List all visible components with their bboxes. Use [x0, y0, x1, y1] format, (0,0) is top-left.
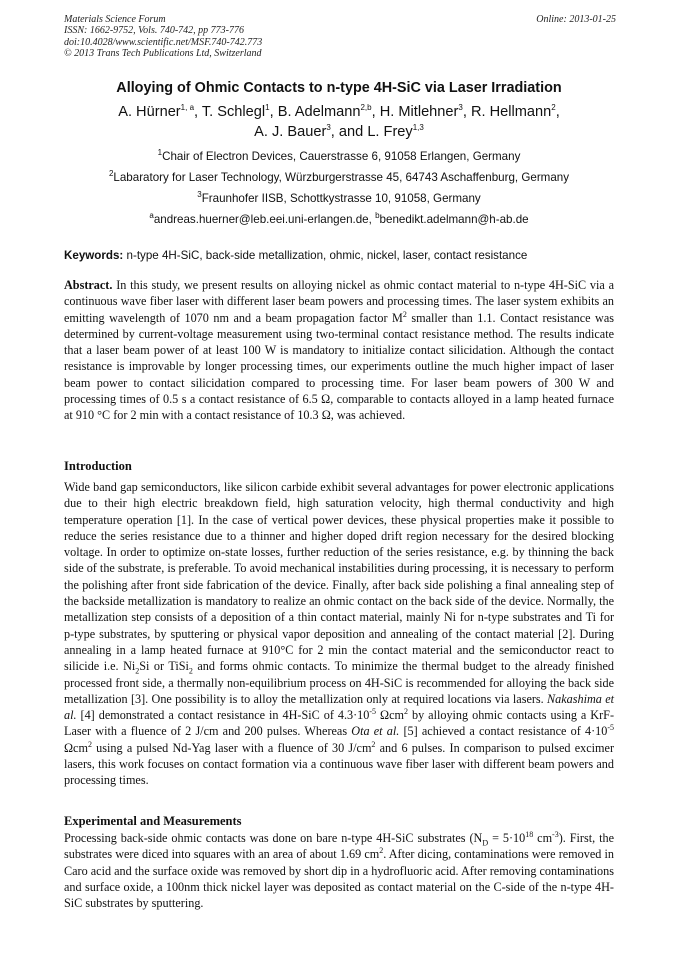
- intro-sup-2: 2: [404, 707, 408, 717]
- affiliation-2: [0, 171, 678, 184]
- intro-text-2: Si or TiSi: [139, 659, 189, 674]
- author-2: T. Schlegl: [201, 104, 266, 120]
- abstract-text-1: In this study, we present results on alloying nickel as ohmic contact material to n-type 4H-SiC via a continuous wave fiber laser with different laser beam powers and processing times. The laser system exhibits an emitting wavelength of 1070 nm and a beam propagation factor M: [64, 278, 615, 325]
- abstract-paragraph: [64, 277, 614, 424]
- journal-name: Materials Science Forum: [64, 14, 166, 25]
- intro-text-8: Ωcm: [64, 740, 88, 755]
- email-a: andreas.huerner@leb.eei.uni-erlangen.de,: [153, 213, 372, 226]
- affiliation-2-num: 2: [108, 169, 114, 179]
- affiliation-1-text: Chair of Electron Devices, Cauerstrasse 6, 91058 Erlangen, Germany: [162, 150, 521, 163]
- intro-sup-1: -5: [369, 707, 377, 717]
- intro-sup-4: 2: [87, 739, 92, 749]
- email-line: [0, 213, 678, 226]
- author-list: A. Hürner$^{1, a}$, T. Schlegl$^1$, B. Adelmann$^{2,b}$, H. Mitlehner$^3$, R. Hellmann$^2$, A. J. Bauer$^3$, and L. Frey$^{1,3}$: [118, 103, 560, 140]
- exp-sup-18: 18: [525, 829, 534, 839]
- intro-text-1: Wide band gap semiconductors, like silicon carbide exhibit several advantages for power electronic applications due to their high electric breakdown field, high saturation velocity, high thermal conductivity and high temperature operation [1]. In the case of vertical power devices, these physical properties make it possible to reduce the series resistance due to a thinner and higher doped drift region necessary for the desired blocking voltage. In order to optimize on-state losses, further reduction of the series resistance, e.g. by thinning the back side of the substrate, is preferable. To avoid mechanical instabilities during processing, it is necessary to perform the polishing after front side fabrication of the device. Finally, after back side polishing a final annealing step of the backside metallization is mandatory to realize an ohmic contact on the back side of the device. Normally, the metallization step consists of a deposition of a thin contact material, mainly Ni for n-type substrates and Ti for p-type substrates, by sputtering or physical vapor deposition and annealing of the contact material [2]. During annealing in a lamp heated furnace at 910°C for 2 min the contact material and the semiconductor react to silicide i.e. Ni: [64, 480, 614, 674]
- exp-text-5: . After dicing, contaminations were removed in Caro acid and the surface oxide was removed by short dip in a hydrofluoric acid. After removing contaminations and surface oxide, a 100nm thick nickel layer was deposited as contact material on the C-side of the n-type 4H-SiC substrates by sputtering.: [64, 847, 614, 911]
- keywords-text: n-type 4H-SiC, back-side metallization, ohmic, nickel, laser, contact resistance: [126, 249, 528, 262]
- intro-text-9: using a pulsed Nd-Yag laser with a fluence of 30 J/cm: [91, 740, 372, 755]
- affiliation-1-num: 1: [157, 148, 163, 158]
- intro-text-4: [4] demonstrated a contact resistance in 4H-SiC of 4.3·10: [76, 708, 370, 723]
- exp-sub-d: D: [482, 838, 489, 848]
- email-b: benedikt.adelmann@h-ab.de: [379, 213, 529, 226]
- intro-text-6: by alloying ohmic contacts using a KrF-Laser with a fluence of 2 J/cm and 200 pulses. Whereas: [64, 708, 615, 739]
- email-b-mark: b: [375, 211, 380, 221]
- author-4: H. Mitlehner: [379, 104, 459, 120]
- affiliation-3: [0, 192, 678, 205]
- intro-text-7: [5] achieved a contact resistance of 4·10: [399, 724, 608, 739]
- author-5-affil: 2: [551, 103, 556, 113]
- email-a-mark: a: [149, 211, 154, 221]
- author-3-affil: 2,b: [360, 103, 372, 113]
- journal-header: [64, 14, 616, 59]
- author-7: L. Frey: [367, 124, 413, 140]
- exp-text-3: cm: [533, 831, 553, 845]
- exp-text-1: Processing back-side ohmic contacts was done on bare n-type 4H-SiC substrates (N: [64, 831, 483, 845]
- doi-line: doi:10.4028/www.scientific.net/MSF.740-742.773: [64, 36, 263, 48]
- intro-text-10: and 6 pulses. In comparison to pulsed excimer lasers, this work focuses on contact formation via a continuous wave fiber laser with different beam powers and processing times.: [64, 740, 614, 788]
- author-3: B. Adelmann: [277, 104, 361, 120]
- author-6-affil: 3: [326, 123, 331, 133]
- keywords-line: [64, 249, 624, 262]
- experimental-heading: Experimental and Measurements: [64, 814, 242, 828]
- online-date: Online: 2013-01-25: [536, 14, 616, 25]
- intro-sup-5: 2: [371, 739, 376, 749]
- paper-title: Alloying of Ohmic Contacts to n-type 4H-SiC via Laser Irradiation: [116, 80, 562, 96]
- intro-citation-ota: Ota et al.: [351, 724, 400, 739]
- author-1-affil: 1, a: [180, 103, 195, 113]
- author-1: A. Hürner: [118, 104, 181, 120]
- intro-citation-nakashima: Nakashima et al.: [64, 691, 615, 723]
- intro-sub-2: 2: [188, 666, 193, 676]
- introduction-heading: Introduction: [64, 459, 132, 473]
- affiliation-2-text: Labaratory for Laser Technology, Würzburgerstrasse 45, 64743 Aschaffenburg, Germany: [113, 171, 570, 184]
- exp-text-4: ). First, the substrates were diced into squares with an area of about 1.69 cm: [64, 831, 614, 862]
- experimental-paragraph: [64, 830, 614, 911]
- intro-sub-1: 2: [135, 666, 140, 676]
- abstract-m2-sup: 2: [402, 309, 407, 319]
- affiliation-3-text: Fraunhofer IISB, Schottkystrasse 10, 91058, Germany: [201, 192, 481, 205]
- issn-line: ISSN: 1662-9752, Vols. 740-742, pp 773-776: [64, 25, 244, 37]
- author-6: A. J. Bauer: [254, 124, 327, 140]
- author-2-affil: 1: [265, 103, 270, 113]
- affiliation-3-num: 3: [197, 190, 202, 200]
- intro-text-3: and forms ohmic contacts. To minimize the thermal budget to the already finished processed front side, a thermally non-equilibrium process on 4H-SiC is recommended for alloying the back side metallization [3]. One possibility is to alloy the metallization only at required locations via lasers.: [64, 659, 614, 706]
- abstract-label: Abstract.: [64, 278, 113, 292]
- intro-text-5: Ωcm: [376, 708, 404, 723]
- author-and: and: [338, 124, 364, 140]
- intro-sup-3: -5: [607, 723, 615, 733]
- keywords-label: Keywords:: [64, 249, 124, 262]
- abstract-text-2: smaller than 1.1. Contact resistance was determined by current-voltage measurement using two-terminal contact resistance method. The results indicate that a laser beam power of at least 100 W is mandatory to initialize contact silicidation. Although the contact resistance is improvable by longer processing times, our experiments outline the much higher impact of laser beam power to contact silicidation compared to processing time. For laser beam powers of 300 W and processing times of 0.5 s a contact resistance of 6.5 Ω, comparable to contacts alloyed in a lamp heated furnace at 910 °C for 2 min with a contact resistance of 10.3 Ω, was achieved.: [64, 310, 615, 423]
- copyright-line: © 2013 Trans Tech Publications Ltd, Switzerland: [64, 47, 262, 59]
- author-7-affil: 1,3: [412, 123, 424, 133]
- affiliation-1: [0, 150, 678, 163]
- author-5: R. Hellmann: [470, 104, 552, 120]
- author-4-affil: 3: [458, 103, 463, 113]
- introduction-paragraph: [64, 479, 614, 789]
- exp-sup-c: 2: [379, 846, 384, 856]
- exp-text-2: = 5·10: [488, 831, 526, 845]
- exp-sup-m3: -3: [552, 829, 559, 839]
